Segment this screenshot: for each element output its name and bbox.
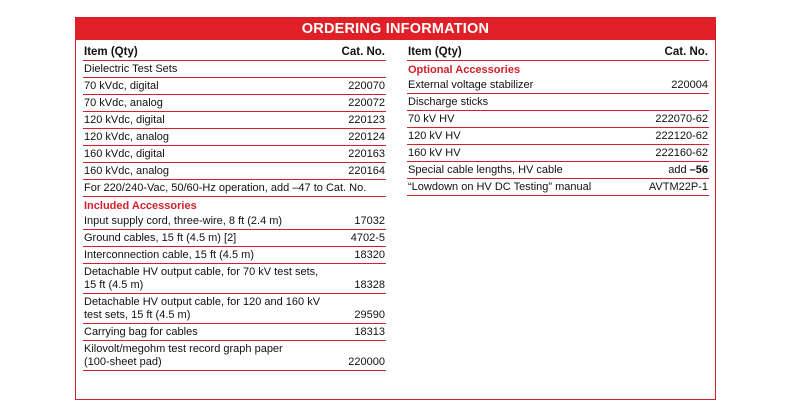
cat-no: 18328 — [354, 279, 385, 291]
item-desc: 160 kVdc, analog — [84, 165, 170, 177]
item-desc: 120 kVdc, digital — [84, 114, 165, 126]
item-desc: Input supply cord, three-wire, 8 ft (2.4 m) — [84, 215, 283, 227]
right-header — [407, 45, 709, 61]
table-row — [83, 294, 386, 324]
item-desc: “Lowdown on HV DC Testing” manual — [408, 181, 592, 193]
header-item: Item (Qty) — [84, 46, 138, 58]
item-desc — [84, 266, 346, 292]
table-row — [83, 146, 386, 163]
table-row — [83, 78, 386, 95]
optional-accessories-title — [407, 61, 709, 77]
cat-no: 18313 — [354, 326, 385, 338]
section-title: Optional Accessories — [408, 64, 521, 76]
item-desc — [84, 343, 340, 369]
table-row — [407, 145, 709, 162]
table-row — [83, 230, 386, 247]
item-desc: 160 kVdc, digital — [84, 148, 165, 160]
cat-no: 29590 — [354, 309, 385, 321]
cat-no: 220163 — [348, 148, 385, 160]
item-desc: 70 kVdc, digital — [84, 80, 159, 92]
cat-no: 18320 — [354, 249, 385, 261]
item-desc: Interconnection cable, 15 ft (4.5 m) — [84, 249, 254, 261]
table-row — [83, 61, 386, 78]
cat-no: 17032 — [354, 215, 385, 227]
header-cat-no: Cat. No. — [664, 46, 708, 58]
cat-no: 220004 — [671, 79, 708, 91]
cat-no-suffix: –56 — [689, 164, 708, 176]
included-accessories-title — [83, 197, 386, 213]
table-row — [83, 341, 386, 371]
item-desc: Carrying bag for cables — [84, 326, 198, 338]
cat-no-prefix: add — [668, 164, 690, 176]
table-row — [83, 264, 386, 294]
table-row — [407, 179, 709, 196]
voltage-note: For 220/240-Vac, 50/60-Hz operation, add –47 to Cat. No. — [84, 182, 367, 194]
item-desc-line1: Detachable HV output cable, for 70 kV test sets, — [84, 266, 319, 278]
header-cat-no: Cat. No. — [341, 46, 385, 58]
cat-no: 220000 — [348, 356, 385, 368]
cat-no: 220123 — [348, 114, 385, 126]
cat-no: 222120-62 — [655, 130, 708, 142]
item-desc: Ground cables, 15 ft (4.5 m) [2] — [84, 232, 237, 244]
item-desc: 120 kVdc, analog — [84, 131, 170, 143]
table-row — [407, 94, 709, 111]
table-row-note — [83, 180, 386, 197]
item-desc-line2: test sets, 15 ft (4.5 m) — [84, 309, 191, 321]
section-title: Included Accessories — [84, 200, 197, 212]
cat-no — [668, 164, 708, 177]
item-desc-line2: (100-sheet pad) — [84, 356, 162, 368]
cat-no: 220072 — [348, 97, 385, 109]
item-desc: 70 kVdc, analog — [84, 97, 163, 109]
header-item: Item (Qty) — [408, 46, 462, 58]
banner-title: ORDERING INFORMATION — [76, 18, 715, 40]
item-desc: External voltage stabilizer — [408, 79, 534, 91]
item-desc-line1: Detachable HV output cable, for 120 and 160 kV — [84, 296, 321, 308]
table-row — [83, 163, 386, 180]
left-column — [83, 45, 386, 371]
right-column — [407, 45, 709, 196]
ordering-information-table — [75, 17, 716, 400]
item-desc: 160 kV HV — [408, 147, 461, 159]
item-desc-line1: Kilovolt/megohm test record graph paper — [84, 343, 283, 355]
left-header — [83, 45, 386, 61]
table-row — [83, 324, 386, 341]
cat-no: 220164 — [348, 165, 385, 177]
cat-no: 220070 — [348, 80, 385, 92]
table-row — [407, 162, 709, 179]
table-row — [83, 129, 386, 146]
cat-no: AVTM22P-1 — [648, 181, 708, 193]
item-desc: 120 kV HV — [408, 130, 461, 142]
table-row — [407, 128, 709, 145]
table-row — [83, 95, 386, 112]
item-desc: Dielectric Test Sets — [84, 63, 178, 75]
item-desc-line2: 15 ft (4.5 m) — [84, 279, 144, 291]
cat-no: 220124 — [348, 131, 385, 143]
table-row — [407, 111, 709, 128]
cat-no: 222070-62 — [655, 113, 708, 125]
item-desc: Special cable lengths, HV cable — [408, 164, 563, 176]
item-desc — [84, 296, 346, 322]
table-row — [83, 213, 386, 230]
item-desc: 70 kV HV — [408, 113, 455, 125]
cat-no: 222160-62 — [655, 147, 708, 159]
cat-no: 4702-5 — [350, 232, 385, 244]
item-desc: Discharge sticks — [408, 96, 489, 108]
table-row — [83, 247, 386, 264]
table-row — [407, 77, 709, 94]
table-row — [83, 112, 386, 129]
